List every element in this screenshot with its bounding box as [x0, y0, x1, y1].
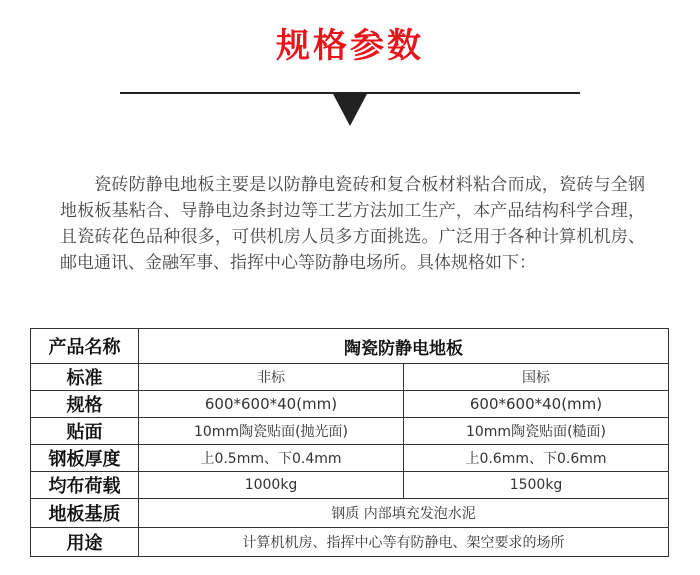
table-row-header [31, 329, 669, 364]
table-row [31, 418, 669, 445]
cell-right: 上0.6mm、下0.6mm [404, 445, 669, 472]
table-row [31, 391, 669, 418]
header-value: 陶瓷防静电地板 [139, 329, 669, 364]
cell-left: 上0.5mm、下0.4mm [139, 445, 404, 472]
row-label: 规格 [31, 391, 139, 418]
row-label: 均布荷载 [31, 472, 139, 499]
cell-left: 600*600*40(mm) [139, 391, 404, 418]
cell-right: 10mm陶瓷贴面(糙面) [404, 418, 669, 445]
spec-table [30, 328, 669, 557]
intro-paragraph [60, 172, 645, 276]
row-label: 贴面 [31, 418, 139, 445]
table-row [31, 499, 669, 528]
down-arrow-icon [332, 92, 368, 126]
cell-right: 1500kg [404, 472, 669, 499]
row-label: 标准 [31, 364, 139, 391]
table-row [31, 472, 669, 499]
row-label: 钢板厚度 [31, 445, 139, 472]
row-label: 地板基质 [31, 499, 139, 528]
cell-merged: 计算机机房、指挥中心等有防静电、架空要求的场所 [139, 528, 669, 557]
row-label: 用途 [31, 528, 139, 557]
cell-left: 10mm陶瓷贴面(抛光面) [139, 418, 404, 445]
table-row [31, 528, 669, 557]
cell-left: 1000kg [139, 472, 404, 499]
cell-right: 600*600*40(mm) [404, 391, 669, 418]
cell-left: 非标 [139, 364, 404, 391]
page-title: 规格参数 [276, 26, 424, 66]
header-label: 产品名称 [31, 329, 139, 364]
table-row [31, 364, 669, 391]
cell-merged: 钢质 内部填充发泡水泥 [139, 499, 669, 528]
intro-text: 瓷砖防静电地板主要是以防静电瓷砖和复合板材料粘合而成，瓷砖与全钢地板板基粘合、导静电边条封边等工艺方法加工生产，本产品结构科学合理，且瓷砖花色品种很多，可供机房人员多方面挑选。广泛用于各种计算机机房、邮电通讯、金融军事、指挥中心等防静电场所。具体规格如下： [60, 175, 645, 273]
table-row [31, 445, 669, 472]
cell-right: 国标 [404, 364, 669, 391]
